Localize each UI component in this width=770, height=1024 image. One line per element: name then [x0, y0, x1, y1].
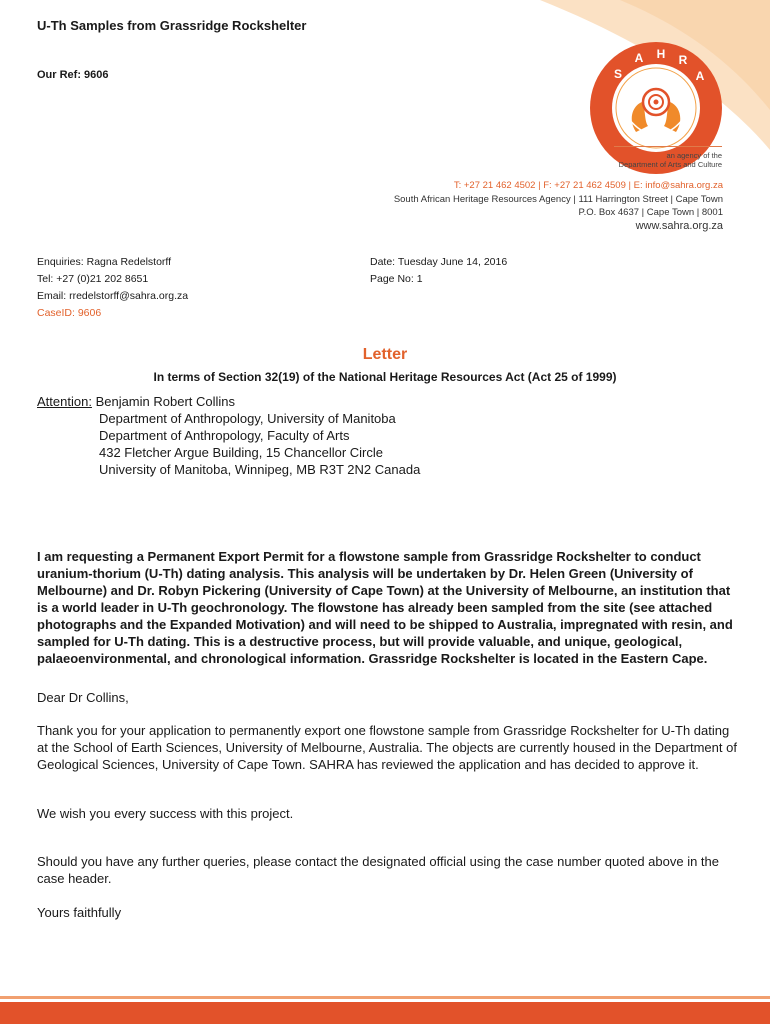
- contact-address-2: P.O. Box 4637 | Cape Town | 8001: [578, 207, 723, 218]
- enquiries-block: [37, 254, 188, 322]
- logo-letter-s: S: [613, 67, 623, 81]
- attention-label: Attention:: [37, 394, 92, 409]
- enquiries-tel: Tel: +27 (0)21 202 8651: [37, 273, 149, 285]
- body-paragraph-3: Should you have any further queries, please contact the designated official using the case number quoted above in the case header.: [37, 854, 719, 886]
- body-paragraph-2: We wish you every success with this project.: [37, 806, 294, 821]
- logo-letter-h: H: [656, 47, 666, 61]
- case-id: CaseID: 9606: [37, 307, 102, 319]
- recipient-name: Benjamin Robert Collins: [95, 394, 236, 409]
- letter-subject: U-Th Samples from Grassridge Rockshelter: [37, 18, 307, 33]
- body-paragraph-1: Thank you for your application to permanently export one flowstone sample from Grassridge Rockshelter for U-Th dating at the School of Earth Sciences, University of Melbourne, Australia. The objects are currently housed in the Department of Geological Sciences, University of Cape Town. SAHRA has reviewed the application and has decided to approve it.: [37, 723, 737, 772]
- footer-band: [0, 1002, 770, 1024]
- address-line: University of Manitoba, Winnipeg, MB R3T 2N2 Canada: [99, 462, 421, 477]
- letter-date: Date: Tuesday June 14, 2016: [370, 256, 508, 268]
- contact-phones: T: +27 21 462 4502 | F: +27 21 462 4509 | E: info@sahra.org.za: [453, 180, 723, 191]
- closing: Yours faithfully: [37, 905, 122, 920]
- enquiries-name: Enquiries: Ragna Redelstorff: [37, 256, 172, 268]
- contact-website[interactable]: www.sahra.org.za: [635, 219, 723, 232]
- address-line: Department of Anthropology, Faculty of Arts: [99, 428, 350, 443]
- salutation: Dear Dr Collins,: [37, 690, 129, 705]
- agency-divider: [614, 146, 722, 147]
- logo-letter-a1: A: [634, 51, 644, 65]
- page-number: Page No: 1: [370, 273, 423, 285]
- attention-line: [37, 393, 235, 410]
- our-reference: Our Ref: 9606: [37, 69, 109, 81]
- contact-block: [394, 179, 723, 233]
- agency-note: [600, 151, 722, 169]
- agency-line-2: Department of Arts and Culture: [618, 160, 722, 169]
- logo-letter-a2: A: [695, 69, 705, 83]
- address-line: Department of Anthropology, University of Manitoba: [99, 411, 396, 426]
- letter-title: Letter: [362, 346, 408, 363]
- act-section: In terms of Section 32(19) of the National Heritage Resources Act (Act 25 of 1999): [153, 370, 617, 384]
- contact-address-1: South African Heritage Resources Agency | 111 Harrington Street | Cape Town: [393, 193, 723, 205]
- logo-letter-r: R: [678, 53, 688, 67]
- request-paragraph: I am requesting a Permanent Export Permit for a flowstone sample from Grassridge Rockshelter to conduct uranium-thorium (U-Th) dating analysis. This analysis will be undertaken by Dr. Helen Green (University of Melbourne) and Dr. Robyn Pickering (University of Cape Town) at the University of Melbourne, an institution that is a world leader in U-Th geochronology. The flowstone has already been sampled from the site (see attached photographs and the Expanded Motivation) and will need to be shipped to Australia, impregnated with resin, and sampled for U-Th dating. This is a destructive process, but will provide valuable, and unique, geological, palaeoenvironmental, and chronological information. Grassridge Rockshelter is located in the Eastern Cape.: [37, 549, 733, 666]
- recipient-address: [99, 410, 420, 478]
- footer-line: [0, 996, 770, 999]
- address-line: 432 Fletcher Argue Building, 15 Chancellor Circle: [99, 445, 383, 460]
- agency-line-1: an agency of the: [666, 151, 722, 160]
- enquiries-email[interactable]: Email: rredelstorff@sahra.org.za: [37, 290, 189, 302]
- date-block: [370, 254, 507, 288]
